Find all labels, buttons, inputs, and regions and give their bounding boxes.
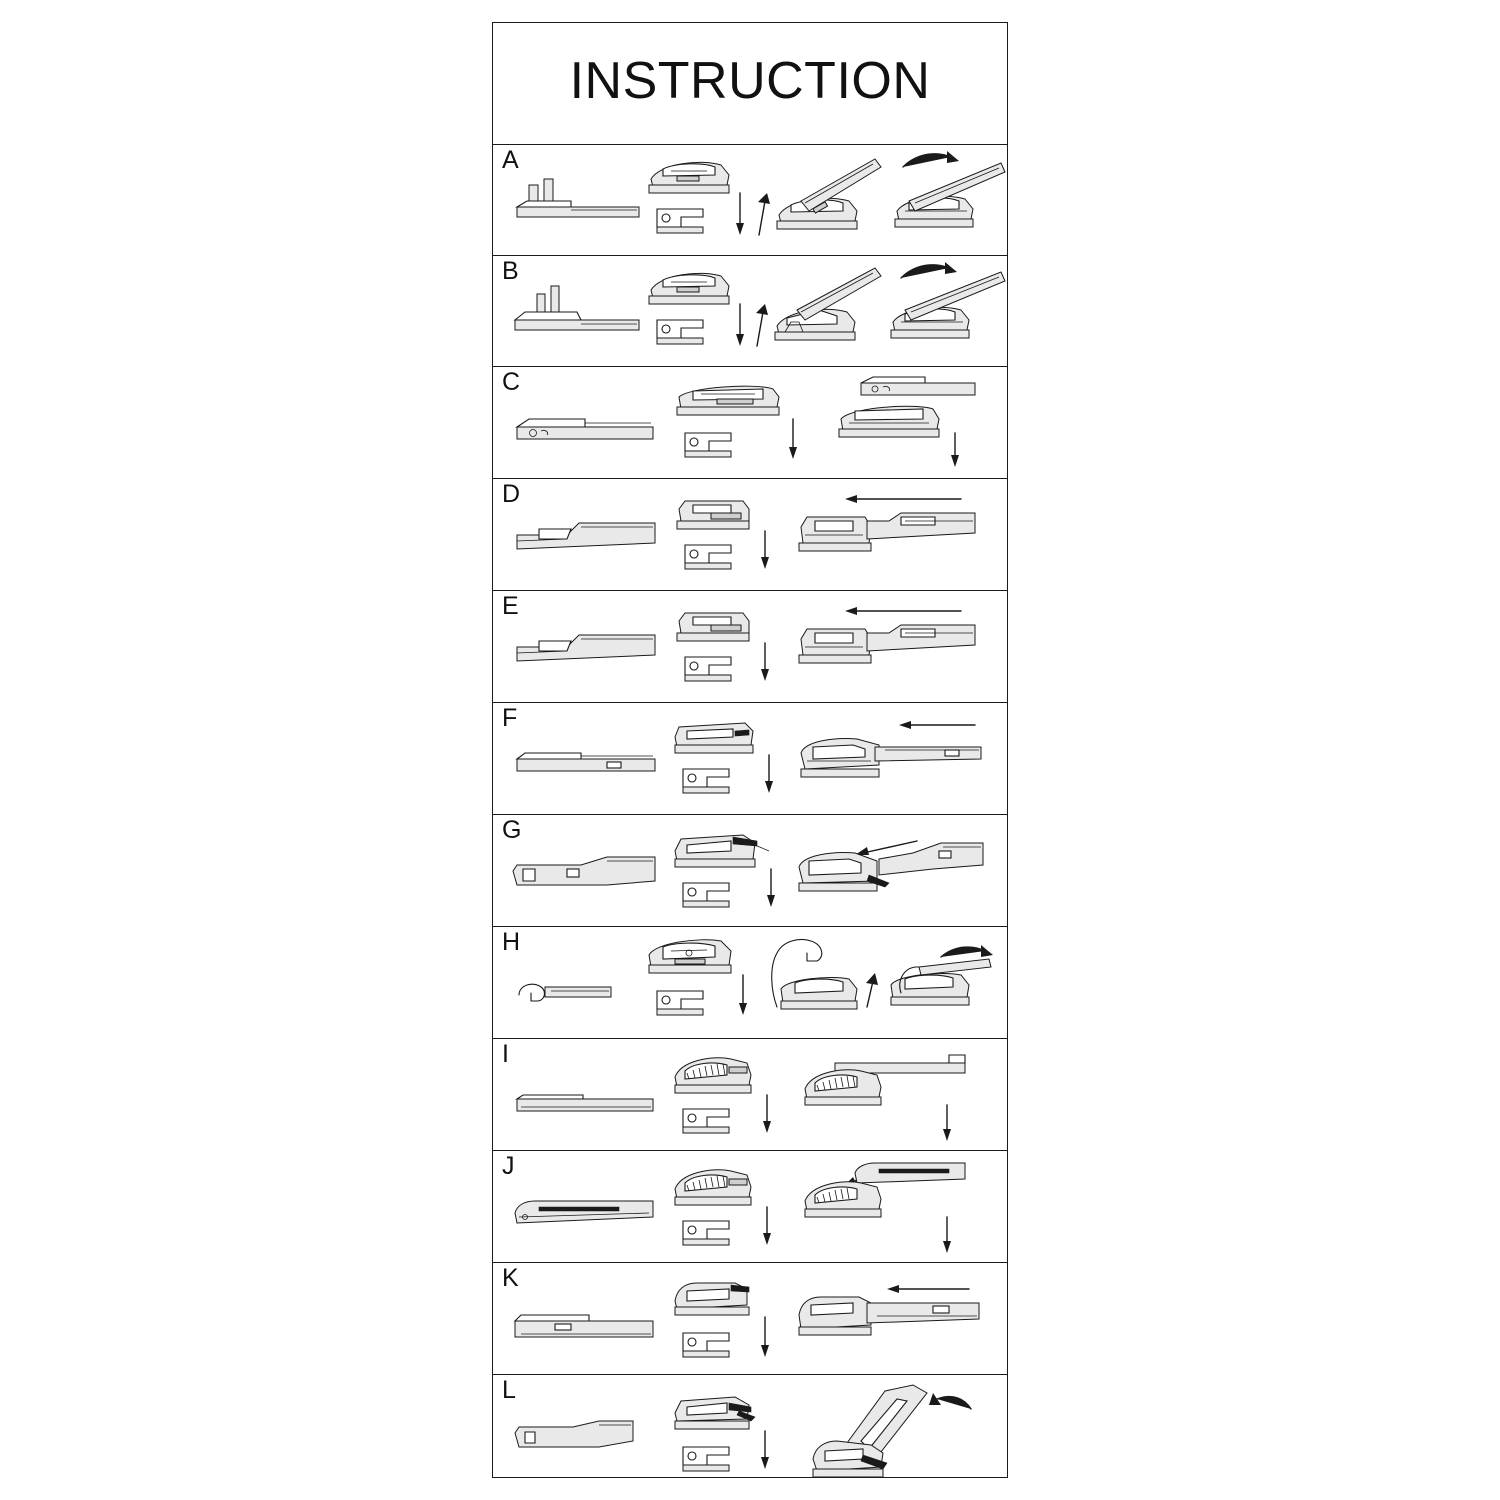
row-letter-c: C — [502, 368, 521, 396]
step-d2-adapter-open — [671, 491, 781, 583]
step-k2-adapter-hooked — [669, 1275, 785, 1369]
step-a2-adapter-clip-exploded — [641, 151, 751, 251]
step-f1-narrow-bar-arm — [511, 745, 661, 795]
step-a4-arm-locked-rotate — [879, 145, 1007, 251]
instruction-row-i — [493, 1039, 1007, 1151]
step-f2-adapter-open-top — [669, 715, 785, 807]
title-band — [493, 23, 1007, 145]
step-c2-adapter-aligned — [671, 379, 809, 471]
step-h4-hook-locked-rotate — [879, 933, 1005, 1031]
instruction-row-f — [493, 703, 1007, 815]
step-g2-adapter-with-latch — [669, 825, 787, 919]
row-e-panels — [493, 591, 1007, 702]
row-k-panels — [493, 1263, 1007, 1374]
row-j-panels — [493, 1151, 1007, 1262]
step-g1-tapered-arm — [507, 849, 661, 915]
step-i2-adapter-serrated — [669, 1049, 785, 1145]
step-e3-arm-slide-in — [793, 599, 983, 695]
row-i-panels — [493, 1039, 1007, 1150]
row-c-panels — [493, 367, 1007, 478]
step-e1-side-pin-arm — [511, 621, 661, 691]
instruction-row-d — [493, 479, 1007, 591]
row-letter-b: B — [502, 257, 519, 285]
step-h3-hook-engaged — [755, 931, 881, 1031]
step-c1-flat-arm-with-hole — [511, 405, 659, 465]
row-l-panels — [493, 1375, 1007, 1495]
step-b4-arm-locked-rotate — [877, 256, 1007, 362]
step-e2-adapter-open — [671, 603, 781, 695]
step-l3-arm-rotated-up — [801, 1379, 991, 1491]
step-b2-adapter-clip-exploded — [641, 262, 751, 362]
instruction-rows — [493, 145, 1007, 1495]
step-c3-arm-seated-push — [829, 371, 981, 473]
step-h2-adapter-top-view — [643, 933, 755, 1033]
row-b-panels — [493, 256, 1007, 366]
instruction-row-g — [493, 815, 1007, 927]
step-l2-adapter-claw — [669, 1389, 785, 1483]
row-letter-g: G — [502, 816, 522, 844]
step-d1-side-pin-arm — [511, 509, 661, 579]
instruction-sheet — [492, 22, 1008, 1478]
row-h-panels — [493, 927, 1007, 1038]
step-j1-slotted-arm — [509, 1191, 659, 1251]
instruction-row-e — [493, 591, 1007, 703]
step-j3-arm-inserted-down — [799, 1155, 985, 1255]
row-letter-h: H — [502, 928, 521, 956]
step-d3-arm-slide-in — [793, 487, 983, 583]
row-letter-j: J — [502, 1152, 515, 1180]
instruction-row-a — [493, 145, 1007, 256]
row-letter-l: L — [502, 1376, 516, 1404]
page-title: INSTRUCTION — [569, 51, 931, 110]
instruction-row-k — [493, 1263, 1007, 1375]
step-b3-arm-inserted-tilted — [749, 260, 881, 360]
instruction-row-h — [493, 927, 1007, 1039]
instruction-row-c — [493, 367, 1007, 479]
row-letter-a: A — [502, 146, 519, 174]
row-letter-f: F — [502, 704, 518, 732]
step-i3-arm-pressed-down — [799, 1043, 985, 1143]
step-j2-adapter-serrated — [669, 1161, 785, 1257]
row-g-panels — [493, 815, 1007, 926]
row-letter-e: E — [502, 592, 519, 620]
step-b1-arm-with-two-pins-offset — [511, 280, 651, 360]
instruction-row-j — [493, 1151, 1007, 1263]
row-letter-k: K — [502, 1264, 519, 1292]
step-k3-arm-slide-in — [793, 1271, 985, 1367]
step-k1-blunt-arm — [509, 1305, 659, 1359]
instruction-row-l — [493, 1375, 1007, 1495]
row-letter-i: I — [502, 1040, 509, 1068]
step-f3-arm-slide-in — [795, 713, 987, 807]
row-a-panels — [493, 145, 1007, 255]
step-g3-arm-slide-in-latch — [793, 823, 987, 919]
step-l1-tapered-arm-short — [509, 1415, 639, 1469]
step-i1-flat-strip-arm — [511, 1087, 659, 1127]
row-letter-d: D — [502, 480, 521, 508]
row-d-panels — [493, 479, 1007, 590]
step-a3-arm-inserted-tilted — [751, 149, 881, 249]
step-a1-arm-with-two-pins — [511, 167, 651, 247]
row-f-panels — [493, 703, 1007, 814]
step-h1-hook-arm — [511, 975, 621, 1025]
instruction-row-b — [493, 256, 1007, 367]
